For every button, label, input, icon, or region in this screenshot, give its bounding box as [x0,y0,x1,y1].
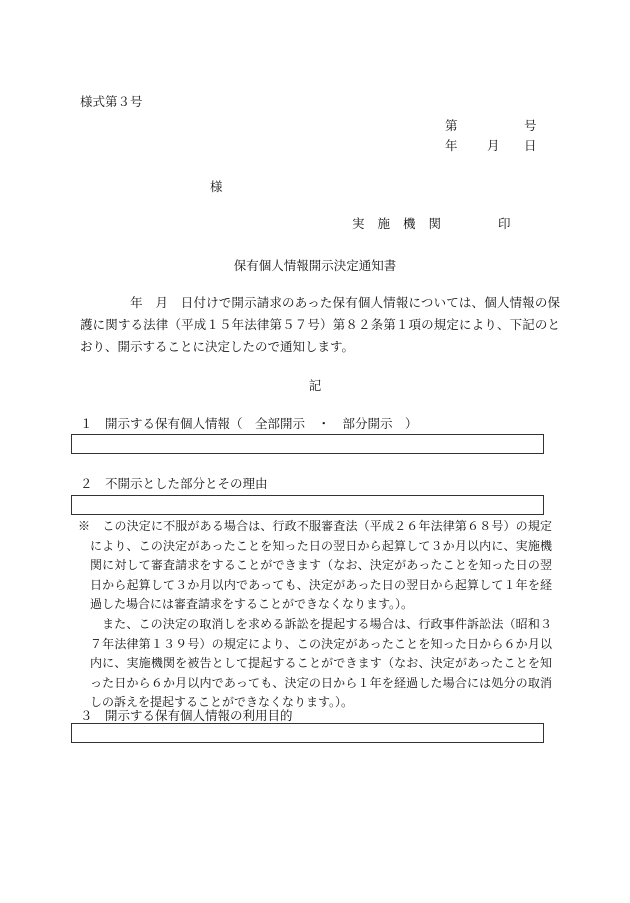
document-title: 保有個人情報開示決定通知書 [233,258,397,273]
body-paragraph [80,292,560,358]
document-number-suffix: 号 [524,118,537,133]
appeal-note-paragraph-2: また、この決定の取消しを求める訴訟を提起する場合は、行政事件訴訟法（昭和３７年法律第１３９号）の規定により、この決定があったことを知った日から６か月以内に、実施機関を被告として提起することができます（なお、決定があったことを知った日から６か月以内であっても、決定の日から１年を経過した場合には処分の取消しの訴えを提起することができなくなります。）。 [90,616,552,710]
form-number: 様式第３号 [80,94,143,109]
section-heading-1: １ 開示する保有個人情報（ 全部開示 ・ 部分開示 ） [80,416,418,431]
recipient-honorific: 様 [210,179,223,194]
body-paragraph-text: 年 月 日付けで開示請求のあった保有個人情報については、個人情報の保護に関する法律（平成１５年法律第５７号）第８２条第１項の規定により、下記のとおり、開示することに決定したので通知します。 [80,295,560,354]
section-2-box [71,495,544,515]
date-month-label: 月 [487,138,500,153]
date-day-label: 日 [524,138,537,153]
date-year-label: 年 [445,138,458,153]
section-3-box [71,723,544,743]
ki-heading: 記 [308,378,322,393]
section-heading-2: ２ 不開示とした部分とその理由 [80,476,268,491]
appeal-note-paragraph-1: ※ この決定に不服がある場合は、行政不服審査法（平成２６年法律第６８号）の規定により、この決定があったことを知った日の翌日から起算して３か月以内に、実施機関に対して審査請求をすることができます（なお、決定があったことを知った日の翌日から起算して３か月以内であっても、決定があった日の翌日から起算して１年を経過した場合には審査請求をすることができなくなります。）。 [78,519,552,612]
section-heading-3: ３ 開示する保有個人情報の利用目的 [80,708,293,723]
appeal-note [78,517,552,713]
document-number-prefix: 第 [445,118,458,133]
issuing-agency: 実施機関 [352,216,455,231]
seal-mark: 印 [498,216,511,231]
section-1-box [71,434,544,454]
